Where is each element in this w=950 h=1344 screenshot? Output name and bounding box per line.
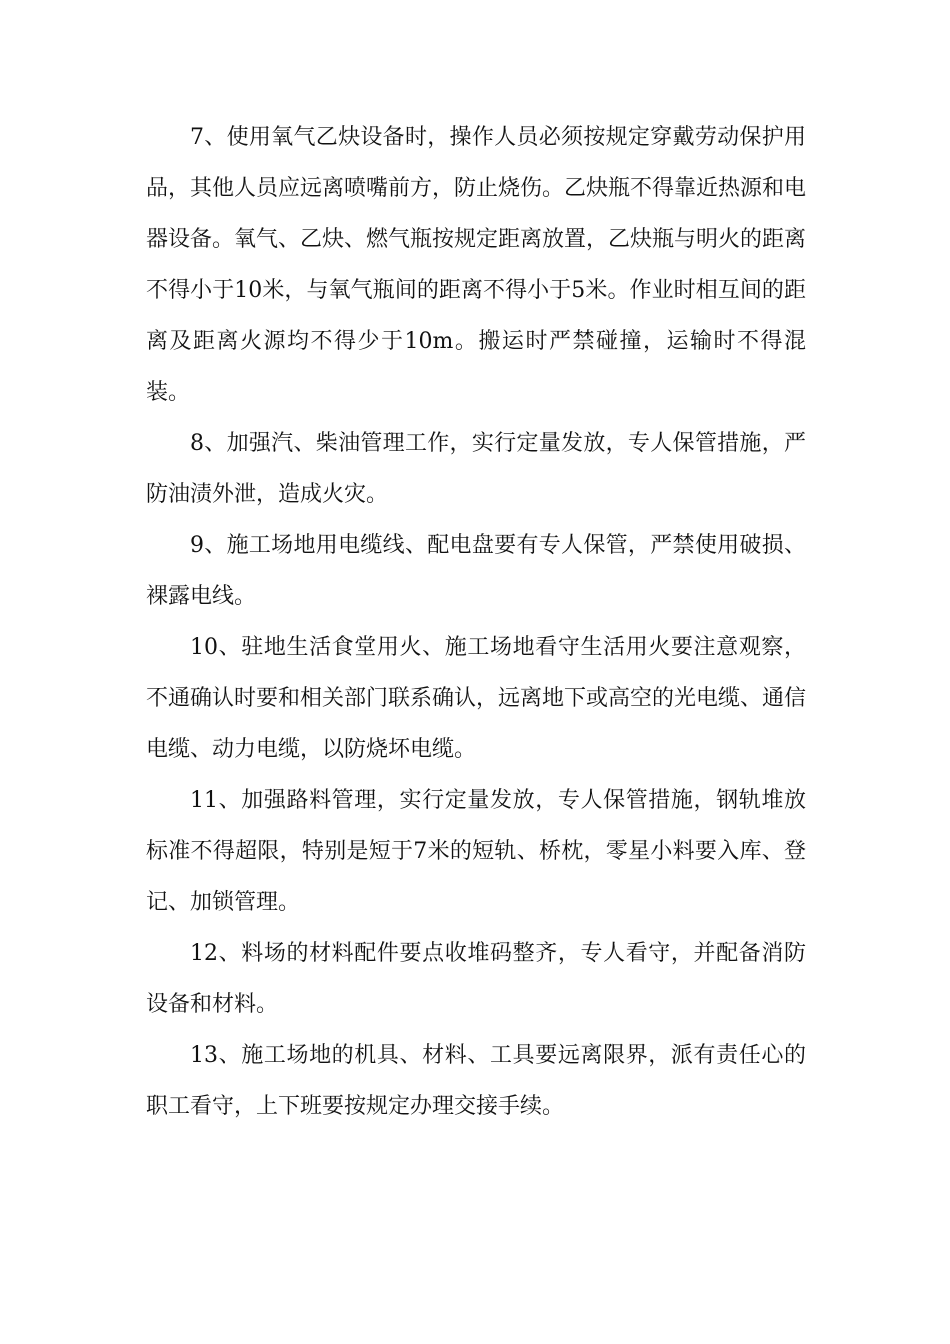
paragraph-item-13: 13、施工场地的机具、材料、工具要远离限界，派有责任心的职工看守，上下班要按规定办理交接手续。 [146, 1043, 806, 1119]
paragraph-item-7: 7、使用氧气乙炔设备时，操作人员必须按规定穿戴劳动保护用品，其他人员应远离喷嘴前方，防止烧伤。乙炔瓶不得靠近热源和电器设备。氧气、乙炔、燃气瓶按规定距离放置，乙炔瓶与明火的距离不得小于10米，与氧气瓶间的距离不得小于5米。作业时相互间的距离及距离火源均不得少于10m。搬运时严禁碰撞，运输时不得混装。 [146, 125, 807, 405]
paragraph-item-8: 8、加强汽、柴油管理工作，实行定量发放，专人保管措施，严防油渍外泄，造成火灾。 [146, 431, 806, 507]
paragraph-item-9: 9、施工场地用电缆线、配电盘要有专人保管，严禁使用破损、裸露电线。 [146, 533, 806, 609]
paragraph-item-10: 10、驻地生活食堂用火、施工场地看守生活用火要注意观察，不通确认时要和相关部门联系确认，远离地下或高空的光电缆、通信电缆、动力电缆，以防烧坏电缆。 [146, 635, 807, 762]
paragraph-item-11: 11、加强路料管理，实行定量发放，专人保管措施，钢轨堆放标准不得超限，特别是短于7米的短轨、桥枕，零星小料要入库、登记、加锁管理。 [146, 788, 806, 915]
paragraph-item-12: 12、料场的材料配件要点收堆码整齐，专人看守，并配备消防设备和材料。 [146, 941, 806, 1017]
document-body [146, 112, 806, 1132]
